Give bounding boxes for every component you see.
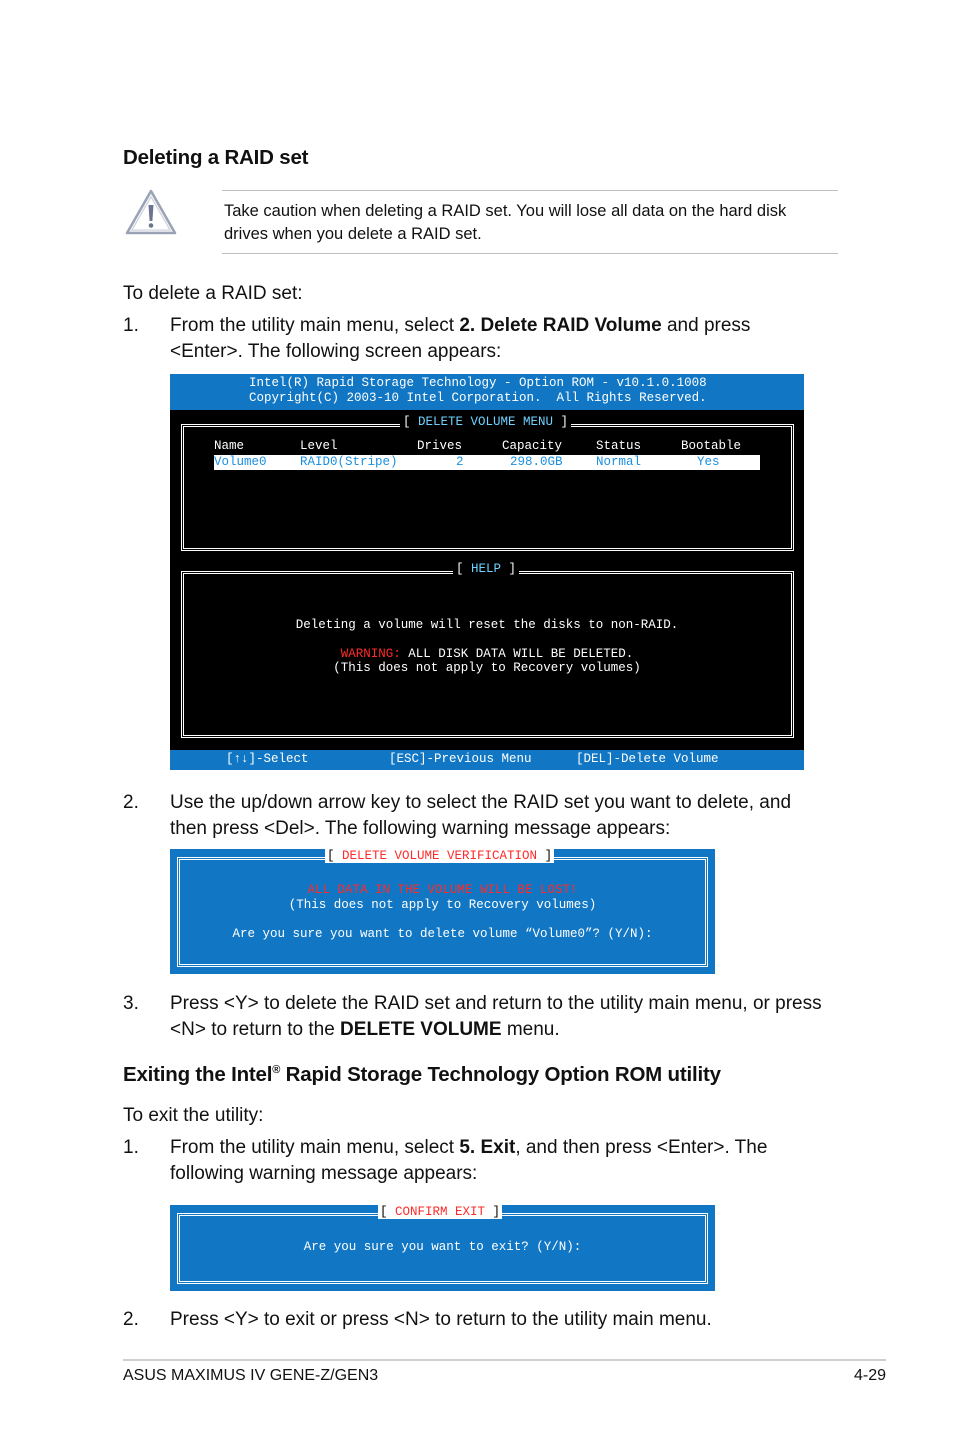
exit-intro: To exit the utility: (123, 1105, 264, 1126)
column-header-level: Level (300, 439, 338, 453)
volume-status: Normal (596, 455, 642, 469)
step1-text: From the utility main menu, select 2. Delete RAID Volume and press (170, 315, 751, 336)
bios-header-line1: Intel(R) Rapid Storage Technology - Option ROM - v10.1.0.1008 (249, 376, 707, 390)
confirm-exit-title: [ CONFIRM EXIT ] (380, 1205, 501, 1219)
delete-intro: To delete a RAID set: (123, 283, 303, 304)
volume-bootable: Yes (697, 455, 720, 469)
step-number: 3. (123, 993, 139, 1014)
column-header-bootable: Bootable (681, 439, 742, 453)
section-title-delete-raid: Deleting a RAID set (123, 146, 309, 169)
help-line3: (This does not apply to Recovery volumes) (333, 661, 641, 675)
bios-delete-volume-screen (170, 374, 804, 770)
volume-level: RAID0(Stripe) (300, 455, 398, 469)
help-line1: Deleting a volume will reset the disks to non-RAID. (295, 618, 679, 632)
column-header-drives: Drives (417, 439, 463, 453)
step-number: 1. (123, 315, 139, 336)
step-number: 1. (123, 1137, 139, 1158)
confirm-exit-prompt: Are you sure you want to exit? (Y/N): (303, 1240, 582, 1254)
footer-del-hint: [DEL]-Delete Volume (576, 752, 719, 766)
verification-title: [ DELETE VOLUME VERIFICATION ] (327, 849, 553, 863)
caution-top-rule (222, 190, 838, 191)
volume-capacity: 298.0GB (510, 455, 563, 469)
exit-step2-text: Press <Y> to exit or press <N> to return to the utility main menu. (170, 1309, 712, 1330)
volume-name: Volume0 (214, 455, 267, 469)
footer-page-number: 4-29 (853, 1367, 886, 1384)
column-header-status: Status (596, 439, 642, 453)
delete-volume-menu-title: [ DELETE VOLUME MENU ] (400, 415, 571, 429)
step3-text-line1: Press <Y> to delete the RAID set and return to the utility main menu, or press (170, 993, 822, 1014)
help-title: [ HELP ] (453, 562, 519, 576)
volume-row-selected[interactable] (214, 455, 760, 470)
exit-step1-text: From the utility main menu, select 5. Exit, and then press <Enter>. The (170, 1137, 768, 1158)
step3-text-line2: <N> to return to the DELETE VOLUME menu. (170, 1019, 560, 1040)
bios-header (170, 374, 804, 410)
bios-header-line2: Copyright(C) 2003-10 Intel Corporation. All Rights Reserved. (249, 391, 707, 405)
step-number: 2. (123, 1309, 139, 1330)
step2-text-line2: then press <Del>. The following warning message appears: (170, 818, 671, 839)
verification-prompt: Are you sure you want to delete volume “Volume0”? (Y/N): (232, 927, 653, 941)
footer-product-name: ASUS MAXIMUS IV GENE-Z/GEN3 (123, 1367, 379, 1384)
caution-bottom-rule (222, 253, 838, 254)
help-warning: WARNING: ALL DISK DATA WILL BE DELETED. (340, 647, 634, 661)
footer-esc-hint: [ESC]-Previous Menu (389, 752, 532, 766)
column-header-name: Name (214, 439, 245, 453)
verification-warning: ALL DATA IN THE VOLUME WILL BE LOST! (307, 883, 578, 897)
verification-note: (This does not apply to Recovery volumes) (288, 898, 597, 912)
section-title-exit-utility: Exiting the Intel® Rapid Storage Technology Option ROM utility (123, 1063, 721, 1086)
verification-box (177, 857, 708, 967)
footer-select-hint: [↑↓]-Select (226, 752, 309, 766)
exit-step1-text-line2: following warning message appears: (170, 1163, 478, 1184)
step2-text-line1: Use the up/down arrow key to select the RAID set you want to delete, and (170, 792, 792, 813)
footer-rule (123, 1359, 886, 1361)
bios-delete-verification-dialog (170, 849, 715, 974)
caution-text: Take caution when deleting a RAID set. You will lose all data on the hard disk drives when you delete a RAID set. (224, 202, 787, 243)
step-number: 2. (123, 792, 139, 813)
bios-footer-bar (170, 750, 804, 770)
column-header-capacity: Capacity (502, 439, 563, 453)
volume-drives: 2 (456, 455, 464, 469)
warning-triangle-icon (124, 188, 178, 238)
bios-confirm-exit-dialog (170, 1205, 715, 1291)
step1-text-line2: <Enter>. The following screen appears: (170, 341, 502, 362)
